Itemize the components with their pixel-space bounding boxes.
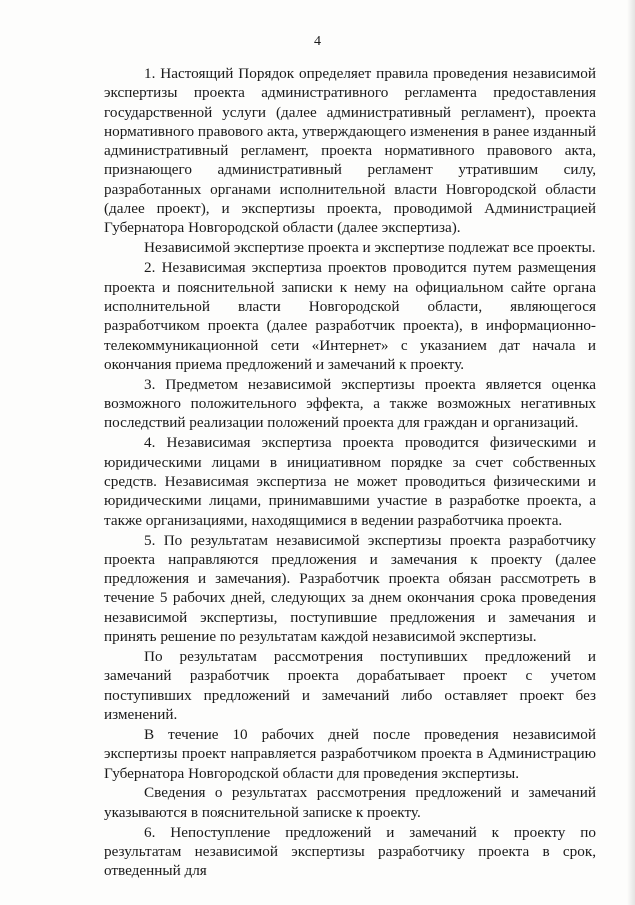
paragraph-4: 3. Предметом независимой экспертизы проекта является оценка возможного положительного эффекта, а также возможных негативных последствий реализации положений проекта для граждан и организаций. bbox=[104, 375, 596, 432]
paragraph-3: 2. Независимая экспертиза проектов проводится путем размещения проекта и пояснительной записки к нему на официальном сайте органа исполнительной власти Новгородской области, являющегося разработчиком проекта (далее разработчик проекта), в информационно-телекоммуникационной сети «Интернет» с указанием дат начала и окончания приема предложений и замечаний к проекту. bbox=[104, 259, 596, 373]
scan-edge-shadow bbox=[627, 0, 635, 905]
paragraph-1: 1. Настоящий Порядок определяет правила проведения независимой экспертизы проекта административного регламента предоставления государственной услуги (далее административный регламент), проекта нормативного правового акта, утверждающего изменения в ранее изданный административный регламент, проекта нормативного правового акта, признающего административный регламент утратившим силу, разработанных органами исполнительной власти Новгородской области (далее проект), и экспертизы проекта, проводимой Администрацией Губернатора Новгородской области (далее экспертиза). bbox=[104, 65, 596, 237]
paragraph-6: 5. По результатам независимой экспертизы проекта разработчику проекта направляются предложения и замечания к проекту (далее предложения и замечания). Разработчик проекта обязан рассмотреть в течение 5 рабочих дней, следующих за днем окончания срока проведения независимой экспертизы, поступившие предложения и замечания и принять решение по результатам каждой независимой экспертизы. bbox=[104, 531, 596, 646]
paragraph-9: Сведения о результатах рассмотрения предложений и замечаний указываются в пояснительной записке к проекту. bbox=[104, 784, 596, 821]
paragraph-7: По результатам рассмотрения поступивших предложений и замечаний разработчик проекта дорабатывает проект с учетом поступивших предложений и замечаний либо оставляет проект без изменений. bbox=[104, 648, 596, 723]
paragraph-5: 4. Независимая экспертиза проекта проводится физическими и юридическими лицами в инициативном порядке за счет собственных средств. Независимая экспертиза не может проводиться физическими и юридическими лицами, принимавшими участие в разработке проекта, а также организациями, находящимися в ведении разработчика проекта. bbox=[104, 434, 596, 529]
paragraph-8: В течение 10 рабочих дней после проведения независимой экспертизы проект направляется разработчиком проекта в Администрацию Губернатора Новгородской области для проведения экспертизы. bbox=[104, 725, 596, 782]
page-number: 4 bbox=[314, 34, 321, 49]
paragraph-2: Независимой экспертизе проекта и экспертизе подлежат все проекты. bbox=[144, 239, 596, 257]
paragraph-10: 6. Непоступление предложений и замечаний к проекту по результатам независимой экспертизы разработчику проекта в срок, отведенный для bbox=[104, 823, 596, 880]
document-body bbox=[104, 64, 596, 881]
